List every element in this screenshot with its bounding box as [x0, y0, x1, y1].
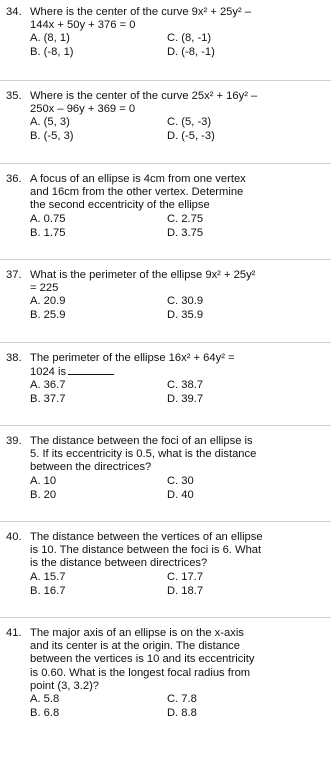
stem-line: 144x + 50y + 376 = 0 — [30, 19, 136, 32]
options-row — [0, 379, 331, 393]
option-a: A. (8, 1) — [30, 32, 70, 45]
option-d: D. 18.7 — [167, 584, 204, 597]
stem-line: The distance between the vertices of an ellipse — [30, 531, 263, 543]
option-c: C. (5, -3) — [167, 116, 212, 129]
stem-line: point (3, 3.2)? — [30, 679, 100, 692]
options-row — [0, 295, 331, 309]
options-row — [0, 707, 331, 721]
stem-line: A focus of an ellipse is 4cm from one vertex — [30, 173, 246, 185]
stem-line: What is the perimeter of the ellipse 9x² + 25y² — [30, 269, 256, 281]
option-d: D. 8.8 — [167, 707, 197, 720]
question-stem — [0, 6, 331, 32]
question-39 — [0, 435, 331, 503]
divider — [0, 259, 331, 260]
option-a: A. 36.7 — [30, 379, 66, 392]
option-b: B. 1.75 — [30, 226, 66, 239]
option-b: B. (-5, 3) — [30, 130, 74, 143]
option-c: C. 38.7 — [167, 379, 204, 392]
stem-line-with-blank — [30, 365, 323, 379]
options-row — [0, 693, 331, 707]
stem-line: is 10. The distance between the foci is 6. What — [30, 544, 262, 557]
stem-line: The major axis of an ellipse is on the x-axis — [30, 627, 244, 639]
options-row — [0, 571, 331, 585]
option-d: D. 40 — [167, 488, 194, 501]
stem-line: the second eccentricity of the ellipse — [30, 199, 210, 212]
option-b: B. 25.9 — [30, 309, 66, 322]
option-a: A. 0.75 — [30, 212, 66, 225]
question-stem — [0, 435, 331, 475]
option-d: D. (-8, -1) — [167, 46, 215, 59]
option-b: B. 20 — [30, 488, 57, 501]
question-stem — [0, 627, 331, 693]
stem-line: is the distance between directrices? — [30, 557, 208, 570]
stem-line: and 16cm from the other vertex. Determine — [30, 186, 244, 199]
options-row — [0, 393, 331, 407]
options-row — [0, 227, 331, 241]
answer-blank — [68, 365, 114, 375]
divider — [0, 521, 331, 522]
options-row — [0, 475, 331, 489]
stem-line: Where is the center of the curve 9x² + 25y² – — [30, 6, 252, 18]
question-37 — [0, 269, 331, 323]
option-d: D. 35.9 — [167, 309, 204, 322]
stem-line: The perimeter of the ellipse 16x² + 64y² = — [30, 352, 235, 364]
question-number: 41. — [6, 627, 22, 639]
option-c: C. 7.8 — [167, 693, 197, 706]
option-b: B. 16.7 — [30, 584, 66, 597]
option-a: A. 20.9 — [30, 295, 66, 308]
question-number: 37. — [6, 269, 22, 281]
stem-line: 250x – 96y + 369 = 0 — [30, 103, 136, 116]
option-b: B. 37.7 — [30, 393, 66, 406]
question-number: 40. — [6, 531, 22, 543]
question-number: 36. — [6, 173, 22, 185]
question-stem — [0, 352, 331, 379]
stem-line: = 225 — [30, 282, 59, 295]
option-c: C. 30 — [167, 474, 194, 487]
question-number: 34. — [6, 6, 22, 18]
stem-line: between the vertices is 10 and its eccentricity — [30, 653, 255, 666]
option-a: A. 15.7 — [30, 570, 66, 583]
question-number: 35. — [6, 90, 22, 102]
options-row — [0, 585, 331, 599]
option-b: B. (-8, 1) — [30, 46, 74, 59]
options-row — [0, 32, 331, 46]
option-a: A. 10 — [30, 474, 57, 487]
question-stem — [0, 90, 331, 116]
stem-line: is 0.60. What is the longest focal radius from — [30, 666, 251, 679]
options-row — [0, 46, 331, 60]
question-number: 38. — [6, 352, 22, 364]
question-41 — [0, 627, 331, 721]
question-stem — [0, 269, 331, 295]
option-a: A. (5, 3) — [30, 116, 70, 129]
question-number: 39. — [6, 435, 22, 447]
question-35 — [0, 90, 331, 144]
option-b: B. 6.8 — [30, 707, 60, 720]
stem-line: 5. If its eccentricity is 0.5, what is the distance — [30, 448, 257, 461]
divider — [0, 342, 331, 343]
question-40 — [0, 531, 331, 599]
stem-line: The distance between the foci of an ellipse is — [30, 435, 253, 447]
question-36 — [0, 173, 331, 241]
option-d: D. (-5, -3) — [167, 130, 215, 143]
options-row — [0, 116, 331, 130]
options-row — [0, 213, 331, 227]
divider — [0, 617, 331, 618]
options-row — [0, 130, 331, 144]
option-c: C. 2.75 — [167, 212, 204, 225]
option-d: D. 39.7 — [167, 393, 204, 406]
stem-line: 1024 is — [30, 366, 67, 379]
option-c: C. 30.9 — [167, 295, 204, 308]
question-38 — [0, 352, 331, 407]
question-stem — [0, 173, 331, 213]
divider — [0, 80, 331, 81]
question-34 — [0, 6, 331, 60]
question-stem — [0, 531, 331, 571]
options-row — [0, 309, 331, 323]
option-a: A. 5.8 — [30, 693, 60, 706]
stem-line: Where is the center of the curve 25x² + 16y² – — [30, 90, 258, 102]
divider — [0, 425, 331, 426]
options-row — [0, 489, 331, 503]
stem-line: between the directrices? — [30, 461, 152, 474]
divider — [0, 163, 331, 164]
option-c: C. (8, -1) — [167, 32, 212, 45]
option-d: D. 3.75 — [167, 226, 204, 239]
stem-line: and its center is at the origin. The distance — [30, 640, 240, 653]
option-c: C. 17.7 — [167, 570, 204, 583]
